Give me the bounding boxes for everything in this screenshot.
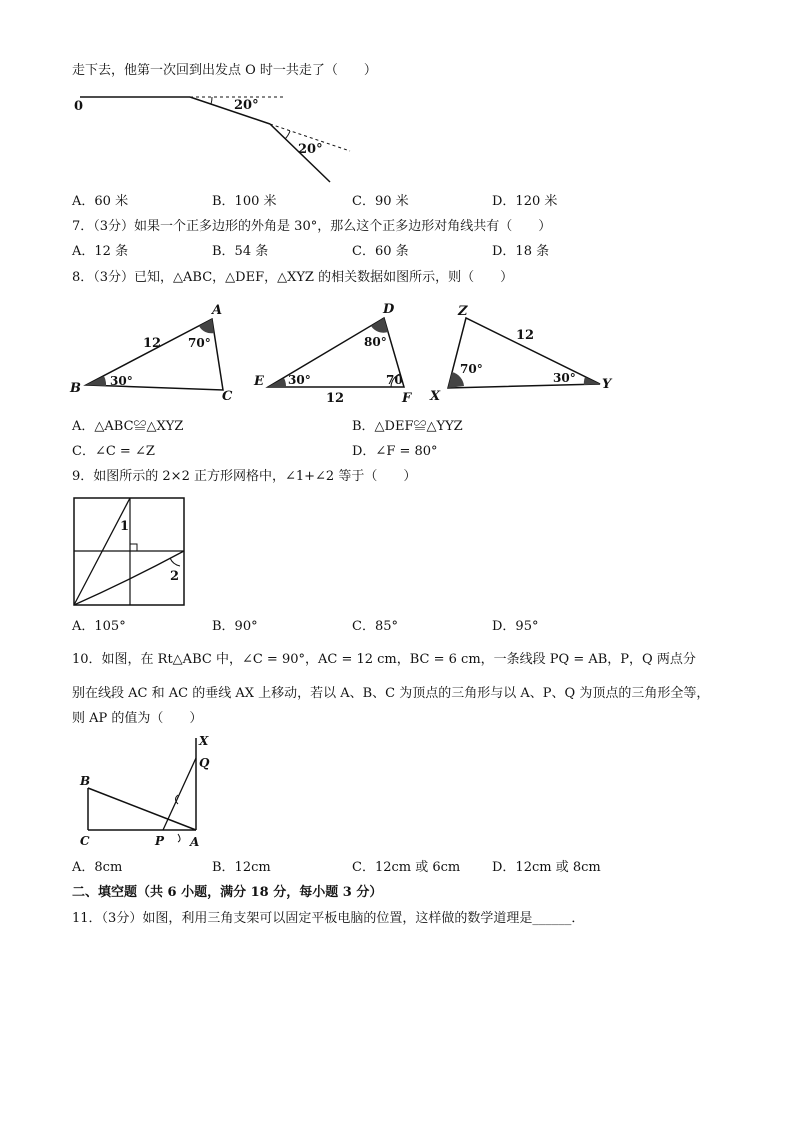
q8-stem: 8．（3分）已知，△ABC，△DEF，△XYZ 的相关数据如图所示，则（ ） (72, 270, 514, 285)
q8-option-c[interactable]: C．∠C = ∠Z (72, 444, 155, 459)
q9-stem: 9．如图所示的 2×2 正方形网格中，∠1+∠2 等于（ ） (72, 469, 417, 484)
q9-option-b[interactable]: B．90° (212, 619, 258, 634)
q6-option-b[interactable]: B．100 米 (212, 194, 277, 209)
q9-option-d[interactable]: D．95° (492, 619, 539, 634)
q6-angle2: 20° (298, 142, 323, 157)
q10-label-p: P (155, 834, 165, 848)
q10-pq (163, 758, 196, 830)
q10-option-c[interactable]: C．12cm 或 6cm (352, 860, 461, 875)
q8-angle-b: 30° (110, 374, 133, 388)
q8-side-ef: 12 (326, 391, 345, 406)
q6-stem-tail: 走下去，他第一次回到出发点 O 时一共走了（ ） (72, 63, 377, 78)
q8-angle-y: 30° (553, 371, 576, 385)
q8-side-ab: 12 (143, 336, 162, 351)
q6-option-a[interactable]: A．60 米 (72, 194, 129, 209)
q9-label-2: 2 (170, 569, 180, 584)
q11-stem: 11．（3分）如图，利用三角支架可以固定平板电脑的位置，这样做的数学道理是______． (72, 911, 585, 926)
q9-option-c[interactable]: C．85° (352, 619, 398, 634)
q8-angle-f: 70 (386, 373, 403, 387)
q8-option-d[interactable]: D．∠F = 80° (352, 444, 438, 459)
q8-side-zy: 12 (516, 328, 535, 343)
q9-label-1: 1 (120, 519, 130, 534)
q9-option-a[interactable]: A．105° (72, 619, 126, 634)
q10-label-b: B (80, 774, 91, 788)
q7-option-c[interactable]: C．60 条 (352, 244, 409, 259)
q10-option-b[interactable]: B．12cm (212, 860, 271, 875)
q8-label-f: F (402, 391, 412, 406)
q10-label-x: X (199, 734, 209, 748)
q6-label-o: 0 (74, 99, 84, 114)
q6-angle1: 20° (234, 98, 259, 113)
q6-option-c[interactable]: C．90 米 (352, 194, 409, 209)
q8-label-b: B (70, 381, 81, 396)
q8-label-e: E (254, 374, 264, 389)
q8-label-c: C (222, 389, 233, 404)
q10-stem-line1: 10．如图，在 Rt△ABC 中，∠C = 90°，AC = 12 cm，BC = 6 cm，一条线段 PQ = AB，P，Q 两点分 (72, 652, 696, 667)
q10-option-a[interactable]: A．8cm (72, 860, 123, 875)
q10-label-c: C (80, 834, 90, 848)
q8-label-z: Z (458, 304, 468, 319)
q8-angle-d: 80° (364, 335, 387, 349)
q8-label-d: D (383, 302, 395, 317)
q6-option-d[interactable]: D．120 米 (492, 194, 558, 209)
q8-label-y: Y (602, 377, 612, 392)
q8-label-x: X (430, 389, 441, 404)
q10-option-d[interactable]: D．12cm 或 8cm (492, 860, 601, 875)
q8-angle-e: 30° (288, 373, 311, 387)
section2-heading: 二、填空题（共 6 小题，满分 18 分，每小题 3 分） (72, 885, 383, 900)
q7-stem: 7．（3分）如果一个正多边形的外角是 30°，那么这个正多边形对角线共有（ ） (72, 219, 552, 234)
q8-option-b[interactable]: B．△DEF≌△YYZ (352, 419, 463, 434)
q8-angle-a: 70° (188, 336, 211, 350)
q8-label-a: A (212, 303, 223, 318)
q7-option-b[interactable]: B．54 条 (212, 244, 269, 259)
q10-stem-line2: 别在线段 AC 和 AC 的垂线 AX 上移动，若以 A、B、C 为顶点的三角形与以 A、P、Q 为顶点的三角形全等， (72, 686, 710, 701)
q10-label-a: A (190, 835, 200, 849)
q7-option-a[interactable]: A．12 条 (72, 244, 129, 259)
q10-mark2 (178, 834, 180, 842)
q8-angle-x: 70° (460, 362, 483, 376)
q10-label-q: Q (199, 756, 210, 770)
q7-option-d[interactable]: D．18 条 (492, 244, 550, 259)
q8-option-a[interactable]: A．△ABC≌△XYZ (72, 419, 184, 434)
q10-stem-line3: 则 AP 的值为（ ） (72, 711, 203, 726)
